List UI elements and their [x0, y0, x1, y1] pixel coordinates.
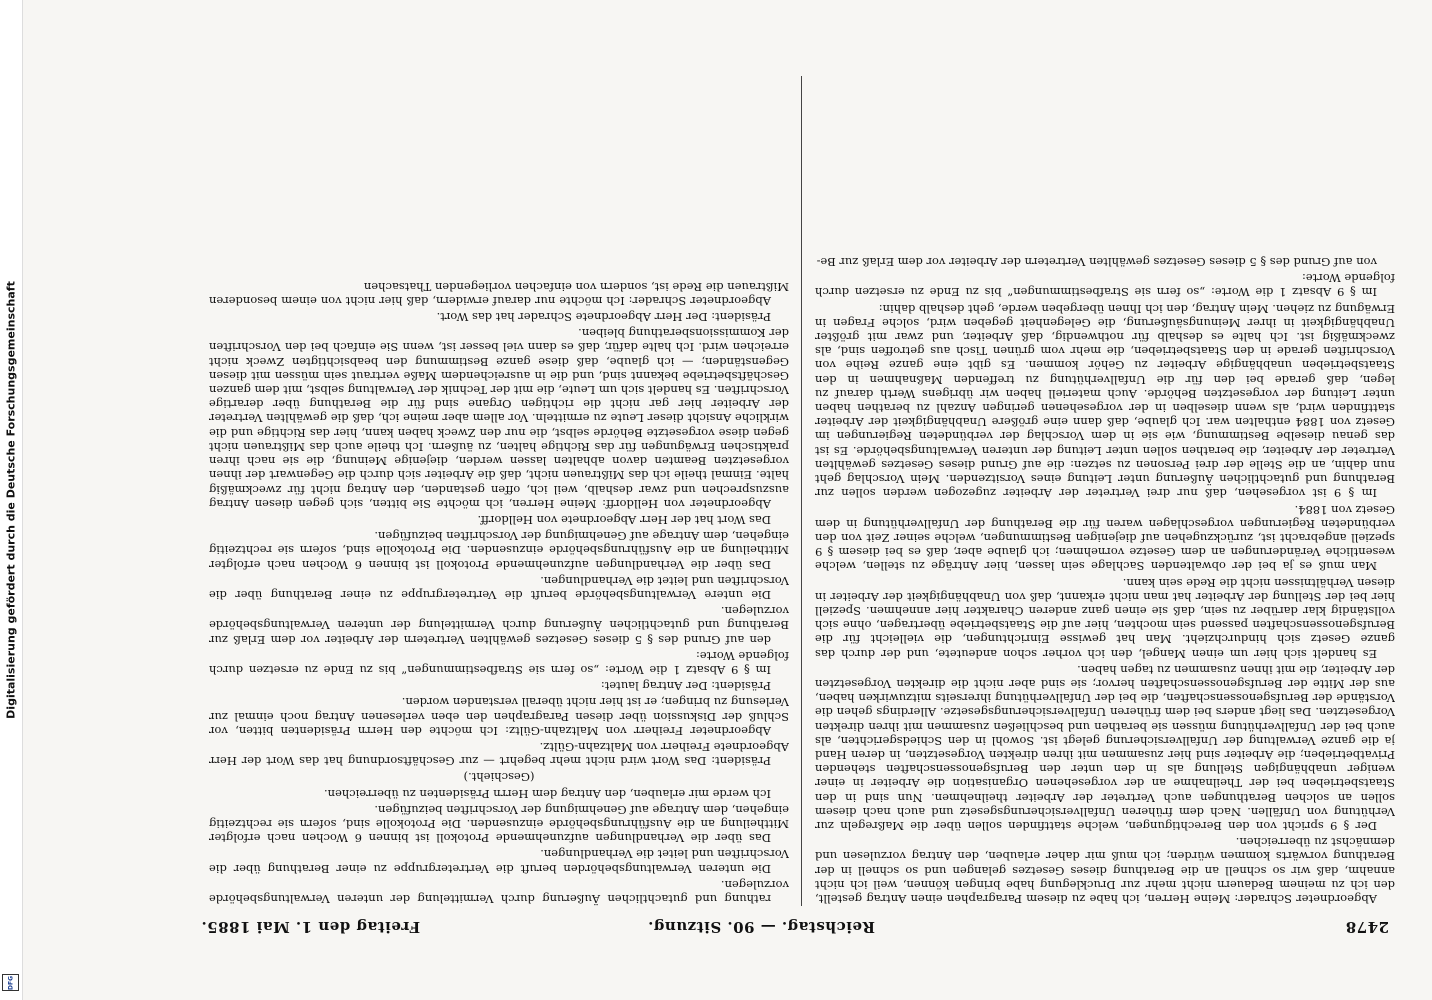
paragraph: Ich werde mir erlauben, den Antrag dem Herrn Präsidenten zu überreichen. — [323, 786, 771, 801]
paragraph: Im § 9 ist vorgesehen, daß nur drei Vertreter der Arbeiter zugezogen werden sollen zur Berathung und gutachtlichen Äußerung unter Leitung eines Vorsitzenden. Mein Vorschlag geht nun dahin, an die Stelle der drei Personen zu setzen: die auf Grund dieses Gesetzes gewählten Vertreter der Arbeiter, die berathen sollen unter Leitung der unteren Verwaltungsbehörde. Es ist das genau dieselbe Bestimmung, wie sie in dem Vorschlag der verbündeten Regierungen im Gesetz von 1884 enthalten war. Ich glaube, daß dann eine größere Unabhängigkeit der Arbeiter stattfinden wird, als wenn dieselben in der vorgesehenen geringen Anzahl zu berathen haben unter Leitung der vorgesetzten Behörde. Auch materiell haben wir übrigens Werth darauf zu legen, daß gerade bei den für die Unfallverhütung zu treffenden Maßnahmen in den Staatsbetrieben unabhängige Arbeiter zu Gehör kommen. Es gibt eine ganze Reihe von Vorschriften gerade in den Staatsbetrieben, die mehr vom grünen Tisch aus getroffen sind, als zweckmäßig ist. Ich halte es deshalb für nothwendig, daß Arbeiter, und zwar mit größter Unabhängigkeit in ihrer Meinungsäußerung, die Gelegenheit gegeben wird, solche Fragen in Erwägung zu ziehen. Mein Antrag, den ich Ihnen übergeben werde, geht deshalb dahin: — [815, 301, 1395, 501]
paragraph: Das Wort hat der Herr Abgeordnete von Helldorff. — [477, 512, 771, 527]
session-date: Freitag den 1. Mai 1885. — [201, 918, 421, 936]
page-header — [195, 912, 1395, 940]
paragraph: Präsident: Der Herr Abgeordnete Schrader hat das Wort. — [436, 310, 771, 325]
digitization-credit: Digitalisierung gefördert durch die Deutsche Forschungsgemeinschaft — [4, 281, 18, 719]
paragraph: Der § 9 spricht von den Berechtigungen, welche stattfinden sollen über die Maßregeln zur Verhütung von Unfällen. Nach dem früheren Unfallversicherungsgesetz und auch nach diesem sollen an solchen Berathungen auch Vertreter der Arbeiter theilnehmen. Nun sind in den Staatsbetrieben bei der Theilnahme an der vorgesehenen Organisation die Arbeiter in einer weniger unabhängigen Stellung als in den unter den Berufsgenossenschaften stehenden Privatbetrieben; die Arbeiter sind hier zusammen mit ihren direkten Vorgesetzten, in deren Hand ja die ganze Verwaltung der Unfallversicherung gelegt ist. Sowohl in den Schiedsgerichten, als auch bei der Unfallverhütung müssen sie berathen und beschließen zusammen mit ihren direkten Vorgesetzten. Das liegt anders bei dem früheren Unfallversicherungsgesetze. Allerdings gehen die Vorstände der Berufsgenossenschaften, die bei der Unfallverhütung ihrerseits mitzuwirken haben, aus der Mitte der Berufsgenossenschaften hervor; sie sind aber nicht die direkten Vorgesetzten der Arbeiter, die mit ihnen zusammen zu tagen haben. — [815, 662, 1395, 833]
paragraph: Die unteren Verwaltungsbehörden beruft die Vertretergruppe zu einer Berathung über die Vorschriften und leitet die Verhandlungen. — [209, 847, 789, 876]
right-column — [209, 66, 789, 906]
paragraph: Das über die Verhandlungen aufzunehmende Protokoll ist binnen 6 Wochen nach erfolgter Mittheilung an die Ausführungsbehörde einzusenden. Die Protokolle sind, sofern sie rechtzeitig eingehen, dem Antrage auf Genehmigung der Vorschriften beizufügen. — [209, 529, 789, 572]
paragraph: Präsident: Der Antrag lautet: — [600, 679, 771, 694]
paragraph: Im § 9 Absatz 1 die Worte: „so fern sie Strafbestimmungen“ bis zu Ende zu ersetzen durch folgende Worte: — [209, 648, 789, 677]
paragraph: Man muß es ja bei der obwaltenden Sachlage sein lassen, hier Anträge zu stellen, welche wesentliche Veränderungen an dem Gesetze vornehmen; ich glaube aber, daß es bei diesem § 9 speziell angebracht ist, zurückzugehen auf diejenigen Bestimmungen, welche seiner Zeit von den verbündeten Regierungen vorgeschlagen waren für die Berathung der Unfallverhütung in dem Gesetz von 1884. — [815, 502, 1395, 574]
paragraph: Im § 9 Absatz 1 die Worte: „so fern sie Strafbestimmungen“ bis zu Ende zu ersetzen durch folgende Worte: — [815, 271, 1395, 300]
paragraph: Es handelt sich hier um einen Mangel, den ich vorher schon andeutete, und der durch das ganze Gesetz sich hindurchzieht. Man hat gewisse Einrichtungen, die vielleicht für die Berufsgenossenschaften passend sein mochten, hier auf die Staatsbetriebe übertragen, ohne sich vollständig klar darüber zu sein, daß sie einen ganz anderen Charakter hier annehmen. Speziell hier bei der Stellung der Arbeiter hat man nicht erkannt, daß von Unabhängigkeit der Arbeiter in diesen Verhältnissen nicht die Rede sein kann. — [815, 575, 1395, 661]
session-title: Reichstag. — 90. Sitzung. — [647, 918, 875, 936]
paragraph: von auf Grund des § 5 dieses Gesetzes gewählten Vertretern der Arbeiter vor dem Erlaß zur Be- — [816, 255, 1377, 270]
paragraph: Präsident: Das Wort wird nicht mehr begehrt — zur Geschäftsordnung hat das Wort der Herr Abgeordnete Freiherr von Maltzahn-Gültz. — [209, 739, 789, 769]
paragraph: Die untere Verwaltungsbehörde beruft die Vertretergruppe zu einer Berathung über die Vorschriften und leitet die Verhandlungen. — [209, 573, 789, 602]
paragraph: den auf Grund des § 5 dieses Gesetzes gewählten Vertretern der Arbeiter vor dem Erlaß zur Berathung und gutachtlichen Äußerung durch Vermittelung der unteren Verwaltungsbehörde vorzulegen. — [209, 604, 789, 647]
paragraph: Das über die Verhandlungen aufzunehmende Protokoll ist binnen 6 Wochen nach erfolgter Mittheilung an die Ausführungsbehörde einzusenden. Die Protokolle sind, sofern sie rechtzeitig eingehen, dem Antrage auf Genehmigung der Vorschriften beizufügen. — [209, 802, 789, 846]
digitization-sidebar — [0, 0, 23, 1000]
dfg-logo-icon: DFG — [2, 974, 19, 991]
paragraph: Abgeordneter Schrader: Meine Herren, ich habe zu diesem Paragraphen einen Antrag gestellt, den ich zu meinem Bedauern nicht mehr zur Drucklegung habe bringen können, weil ich nicht annahm, daß wir so schnell an die Berathung dieses Gesetzes gelangen und so schnell in der Berathung vorwärts kommen würden; ich muß mir daher erlauben, den Antrag vorzulesen und demnächst zu überreichen. — [815, 835, 1395, 906]
newspaper-page — [195, 60, 1395, 940]
column-divider — [801, 76, 802, 906]
page-number: 2478 — [1345, 918, 1389, 936]
paragraph: Abgeordneter Freiherr von Maltzahn-Gültz: Ich möchte den Herrn Präsidenten bitten, vor Schluß der Diskussion über diesen Paragraphen den eben verlesenen Antrag noch einmal zur Verlesung zu bringen; er ist hier nicht überall verstanden worden. — [209, 695, 789, 738]
paragraph: Abgeordneter von Helldorff: Meine Herren, ich möchte Sie bitten, sich gegen diesen Antrag auszusprechen und zwar deshalb, weil ich, offen gestanden, den Antrag nicht für zweckmäßig halte. Einmal theile ich das Mißtrauen nicht, daß die Arbeiter sich durch die Gegenwart der ihnen vorgesetzten Beamten davon abhalten lassen werden, diejenige Meinung, die sie nach ihren praktischen Erwägungen für das Richtige halten, zu äußern. Ich theile auch das Mißtrauen nicht gegen diese vorgesetzte Behörde selbst, die nur den Zweck haben kann, hier das Richtige und die wirkliche Ansicht dieser Leute zu ermitteln. Vor allem aber meine ich, daß die gewählten Vertreter der Arbeiter hier gar nicht die richtigen Organe sind für die Berathung über derartige Vorschriften. Es handelt sich um Leute, die mit der Technik der Verwaltung selbst, mit dem ganzen Geschäftsbetriebe bekannt sind, und die in ausreichendem Maße vertraut sein müssen mit diesen Gegenständen; — ich glaube, daß diese ganze Bestimmung den beabsichtigten Zweck nicht erreichen wird. Ich halte dafür, daß es dann viel besser ist, wenn Sie einfach bei den Vorschriften der Kommissionsberathung bleiben. — [209, 326, 789, 511]
left-column — [815, 66, 1395, 906]
paragraph: rathung und gutachtlichen Äußerung durch Vermittelung der unteren Verwaltungsbehörde vorzulegen. — [209, 877, 789, 906]
paragraph: (Geschieht.) — [463, 770, 535, 785]
paragraph: Abgeordneter Schrader: Ich möchte nur darauf erwidern, daß hier nicht von einem besonderen Mißtrauen die Rede ist, sondern von einfachen vorliegenden Thatsachen — [209, 279, 789, 308]
